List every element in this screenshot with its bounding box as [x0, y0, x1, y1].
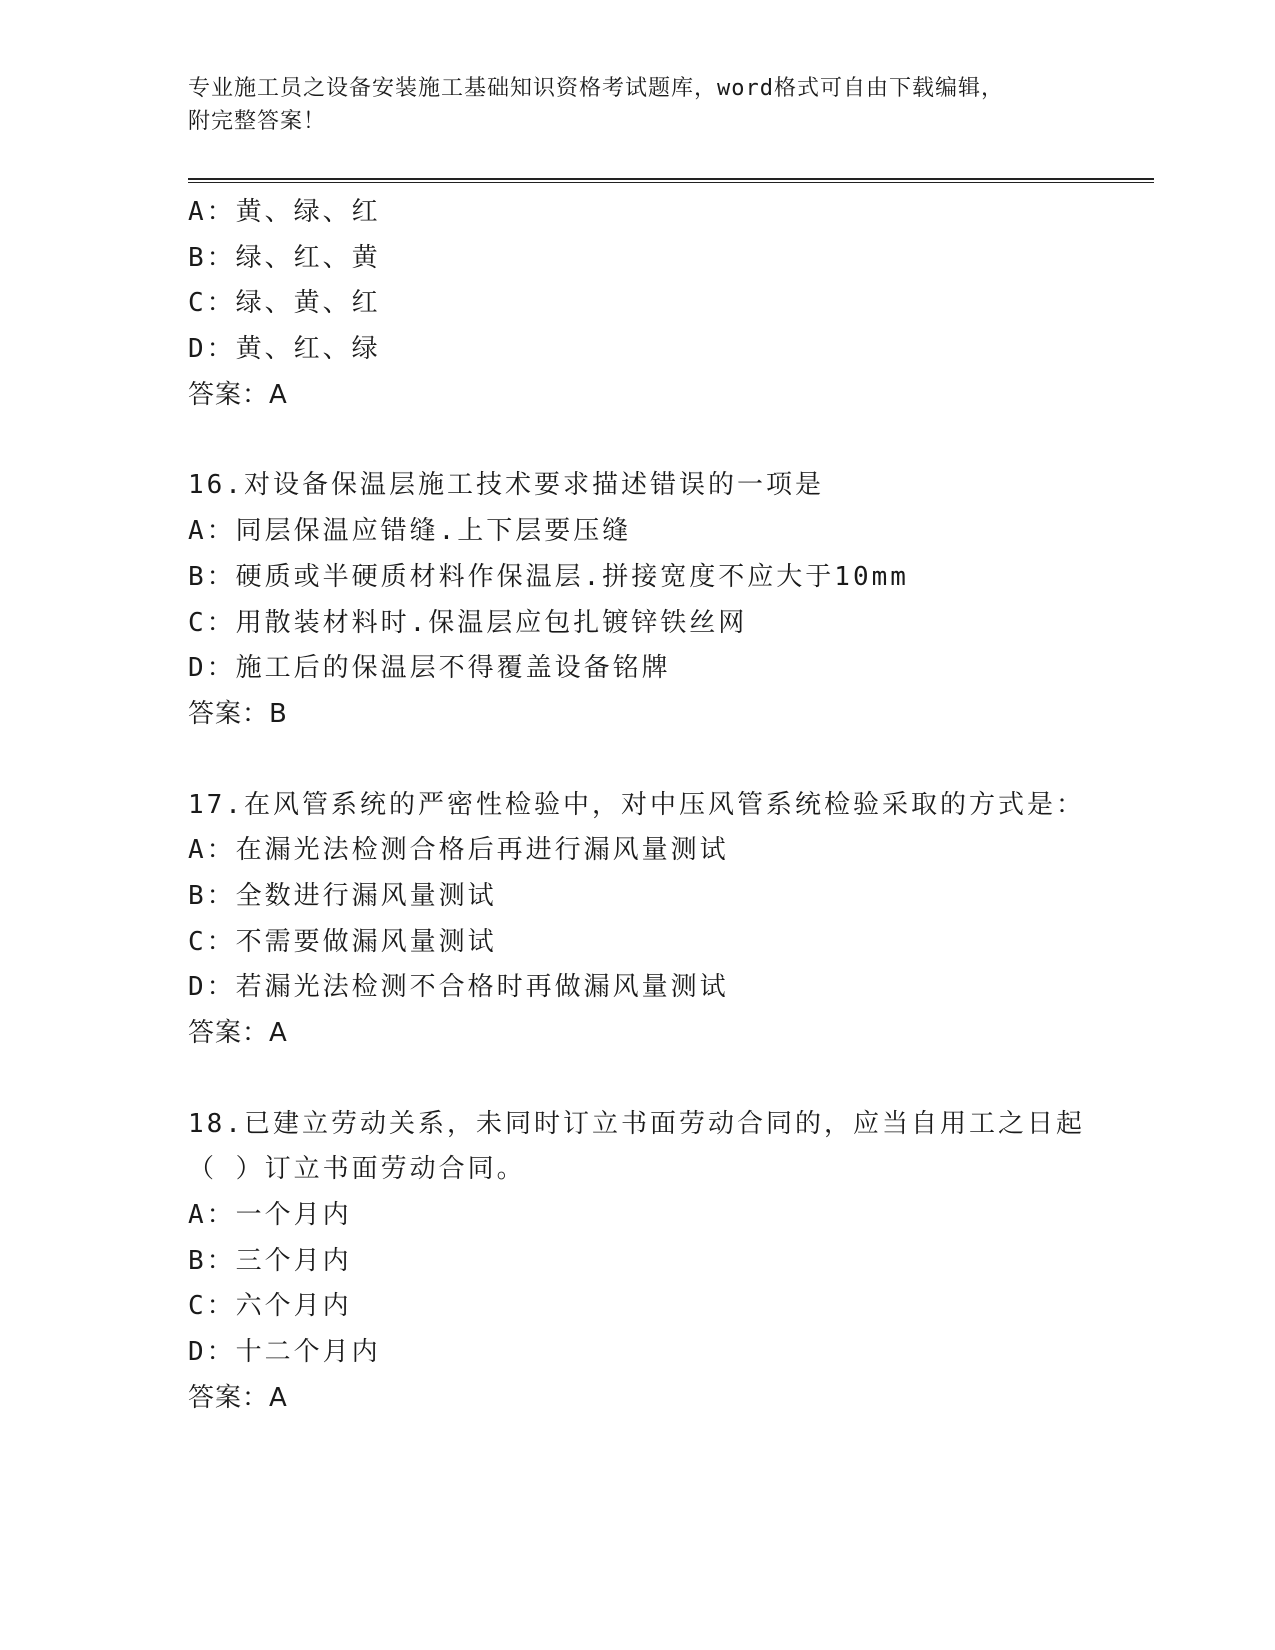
option-a: A：在漏光法检测合格后再进行漏风量测试 — [188, 835, 729, 866]
option-b: B：硬质或半硬质材料作保温层.拼接宽度不应大于10mm — [188, 561, 909, 592]
header-divider-thick — [188, 178, 1154, 180]
question-text-line-1: 18.已建立劳动关系，未同时订立书面劳动合同的，应当自用工之日起 — [188, 1108, 1085, 1139]
option-c: C：不需要做漏风量测试 — [188, 926, 497, 957]
question-17 — [188, 783, 1154, 1057]
option-a: A：同层保温应错缝.上下层要压缝 — [188, 516, 632, 547]
question-15 — [188, 190, 1154, 418]
question-text: 16.对设备保温层施工技术要求描述错误的一项是 — [188, 470, 824, 501]
question-18 — [188, 1102, 1154, 1422]
option-c: C：用散装材料时.保温层应包扎镀锌铁丝网 — [188, 607, 748, 638]
answer-line: 答案：A — [188, 1382, 288, 1413]
option-d: D：十二个月内 — [188, 1337, 381, 1368]
question-16 — [188, 463, 1154, 737]
option-c: C：绿、黄、红 — [188, 288, 381, 319]
option-b: B：绿、红、黄 — [188, 242, 381, 273]
question-gap — [188, 1057, 1154, 1102]
answer-line: 答案：A — [188, 379, 288, 410]
answer-line: 答案：B — [188, 698, 288, 729]
answer-line: 答案：A — [188, 1018, 288, 1048]
option-d: D：施工后的保温层不得覆盖设备铭牌 — [188, 653, 671, 684]
question-text-line-2: （ ）订立书面劳动合同。 — [188, 1154, 526, 1185]
header-line-2: 附完整答案！ — [188, 109, 327, 134]
option-a: A：黄、绿、红 — [188, 197, 381, 227]
header-line-1: 专业施工员之设备安装施工基础知识资格考试题库，word格式可自由下载编辑， — [188, 76, 1004, 101]
option-b: B：全数进行漏风量测试 — [188, 880, 497, 911]
option-a: A：一个月内 — [188, 1200, 352, 1231]
option-c: C：六个月内 — [188, 1291, 352, 1322]
option-b: B：三个月内 — [188, 1245, 352, 1276]
question-gap — [188, 738, 1154, 783]
question-gap — [188, 418, 1154, 463]
document-header — [188, 72, 1088, 138]
option-d: D：若漏光法检测不合格时再做漏风量测试 — [188, 972, 729, 1003]
header-divider-thin — [188, 182, 1154, 183]
option-d: D：黄、红、绿 — [188, 334, 381, 365]
question-text: 17.在风管系统的严密性检验中，对中压风管系统检验采取的方式是： — [188, 789, 1085, 820]
question-list — [188, 190, 1154, 1422]
